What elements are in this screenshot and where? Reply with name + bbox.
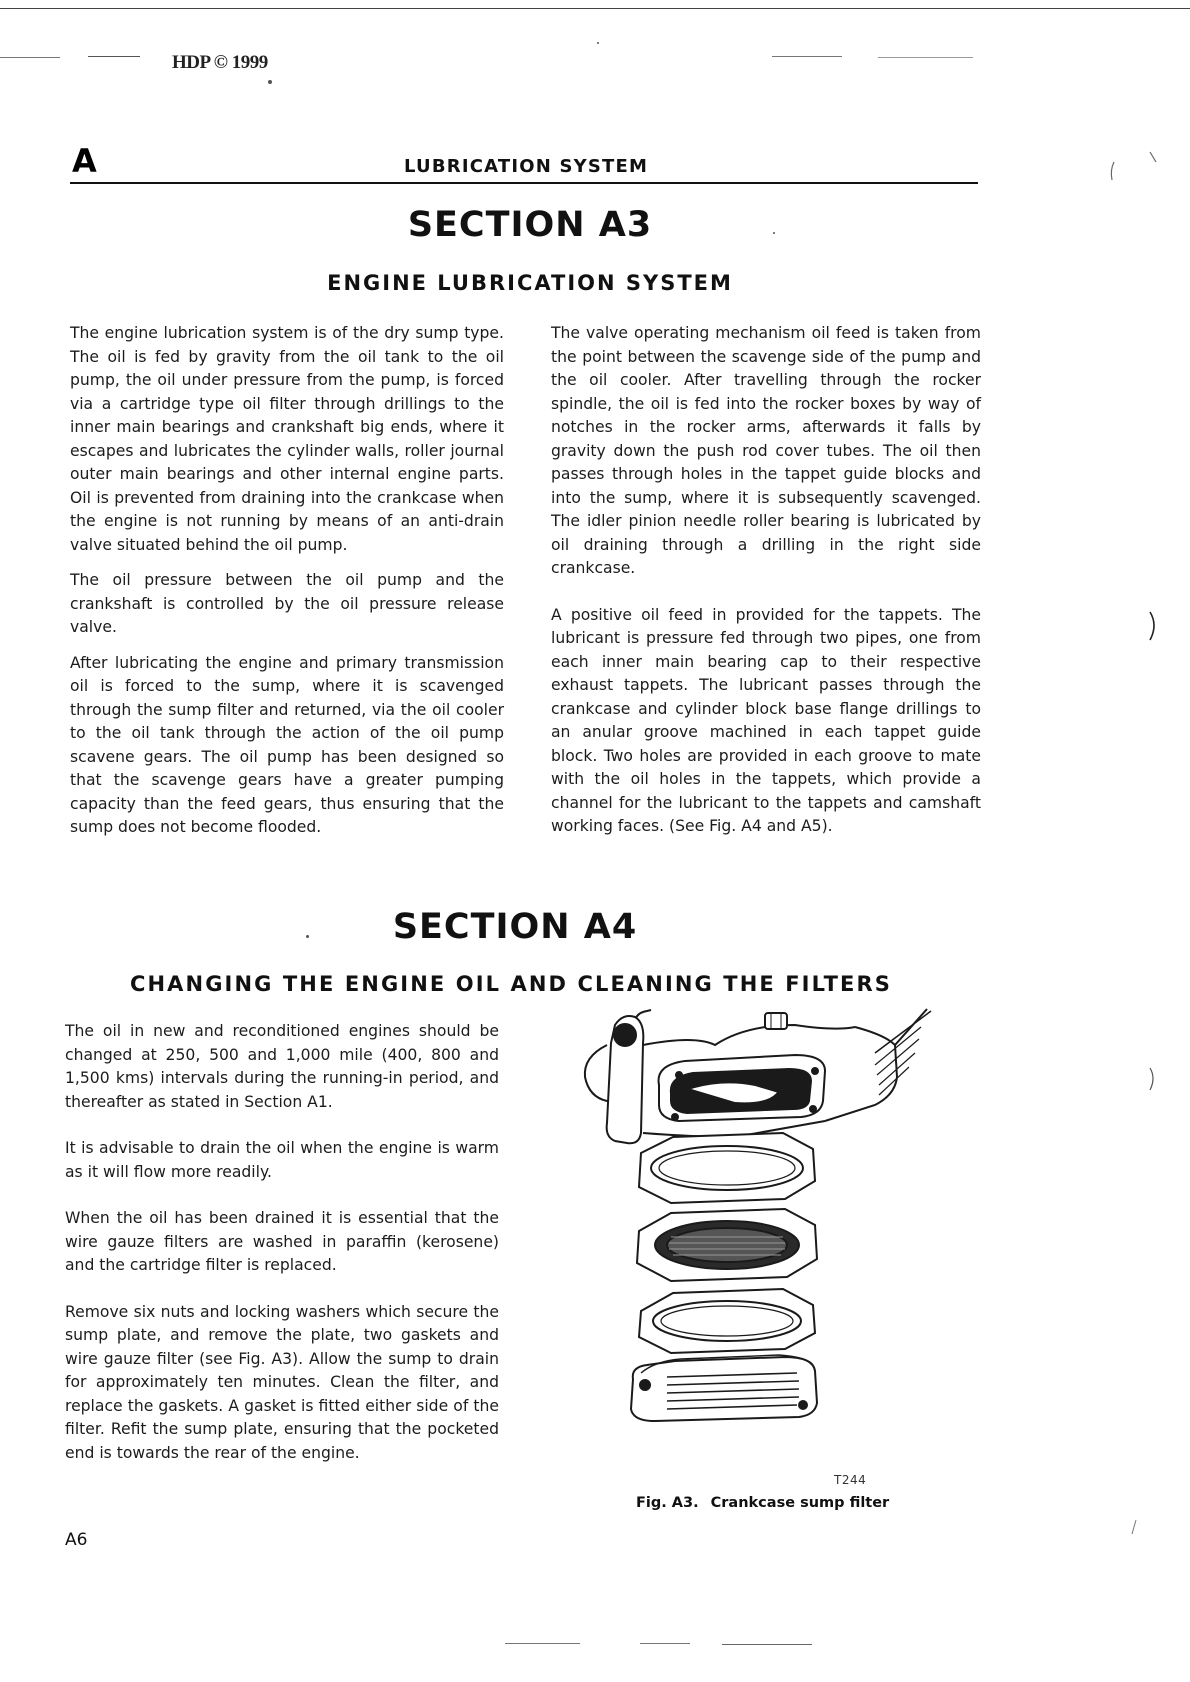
- figure-code: T244: [834, 1473, 867, 1487]
- running-header: LUBRICATION SYSTEM: [404, 156, 649, 177]
- scan-edge-line: [722, 1644, 812, 1645]
- section-a4-subtitle: CHANGING THE ENGINE OIL AND CLEANING THE FILTERS: [130, 972, 892, 996]
- scan-edge-line: [0, 8, 1190, 9]
- page-number: A6: [65, 1530, 88, 1550]
- section-a3-right-column: [551, 322, 981, 839]
- sump-filter-illustration: [575, 1005, 950, 1425]
- section-a3-title: SECTION A3: [407, 205, 653, 245]
- paragraph: A positive oil feed in provided for the tappets. The lubricant is pressure fed through two pipes, one from each inner main bearing cap to their respective exhaust tappets. The lubricant passes through the crankcase and cylinder block base flange drillings to an anular groove machined in each tappet guide block. Two holes are provided in each groove to mate with the oil holes in the tappets, which provide a channel for the lubricant to the tappets and camshaft working faces. (See Fig. A4 and A5).: [551, 605, 981, 835]
- figure-caption: [636, 1495, 889, 1511]
- paragraph: After lubricating the engine and primary transmission oil is forced to the sump, where it is scavenged through the sump filter and returned, via the oil cooler to the oil tank through the action of the oil pump scavene gears. The oil pump has been designed so that the scavenge gears have a greater pumping capacity than the feed gears, thus ensuring that the sump does not become flooded.: [70, 653, 504, 836]
- copyright-mark: HDP © 1999: [172, 52, 268, 73]
- margin-marks: [1100, 140, 1170, 1610]
- figure-caption-text: Crankcase sump filter: [710, 1495, 890, 1511]
- header-rule: [70, 182, 978, 184]
- paragraph: Remove six nuts and locking washers which secure the sump plate, and remove the plate, two gaskets and wire gauze filter (see Fig. A3). Allow the sump to drain for approximately ten minutes. Clean the filter, and replace the gaskets. A gasket is fitted either side of the filter. Refit the sump plate, ensuring that the pocketed end is towards the rear of the engine.: [65, 1302, 499, 1462]
- section-letter: A: [72, 142, 97, 180]
- scan-speck: [268, 80, 272, 84]
- figure-label: Fig. A3.: [636, 1495, 699, 1511]
- scan-edge-line: [0, 57, 60, 58]
- section-a4-title: SECTION A4: [392, 907, 638, 947]
- section-a4-column: [65, 1020, 499, 1465]
- paragraph: The oil pressure between the oil pump and the crankshaft is controlled by the oil pressure release valve.: [70, 571, 504, 636]
- section-a3-left-column: [70, 322, 504, 840]
- scan-edge-line: [88, 56, 140, 57]
- paragraph: The oil in new and reconditioned engines should be changed at 250, 500 and 1,000 mile (400, 800 and 1,500 kms) intervals during the running-in period, and thereafter as stated in Section A1.: [65, 1022, 499, 1111]
- scan-speck: [597, 42, 599, 44]
- scan-edge-line: [772, 56, 842, 57]
- paragraph: The engine lubrication system is of the dry sump type. The oil is fed by gravity from the oil tank to the oil pump, the oil under pressure from the pump, is forced via a cartridge type oil filter through drillings to the inner main bearings and crankshaft big ends, where it escapes and lubricates the cylinder walls, roller journal outer main bearings and other internal engine parts. Oil is prevented from draining into the crankcase when the engine is not running by means of an anti-drain valve situated behind the oil pump.: [70, 324, 504, 554]
- section-a3-subtitle: ENGINE LUBRICATION SYSTEM: [327, 271, 733, 295]
- paragraph: The valve operating mechanism oil feed is taken from the point between the scavenge side of the pump and the oil cooler. After travelling through the rocker spindle, the oil is fed into the rocker boxes by way of notches in the rocker arms, afterwards it falls by gravity down the push rod cover tubes. The oil then passes through holes in the tappet guide blocks and into the sump, where it is subsequently scavenged. The idler pinion needle roller bearing is lubricated by oil draining through a drilling in the right side crankcase.: [551, 324, 981, 577]
- scan-edge-line: [878, 57, 973, 58]
- scan-edge-line: [505, 1643, 580, 1644]
- paragraph: It is advisable to drain the oil when the engine is warm as it will flow more readily.: [65, 1139, 499, 1181]
- scan-edge-line: [640, 1643, 690, 1644]
- paragraph: When the oil has been drained it is essential that the wire gauze filters are washed in paraffin (kerosene) and the cartridge filter is replaced.: [65, 1209, 499, 1274]
